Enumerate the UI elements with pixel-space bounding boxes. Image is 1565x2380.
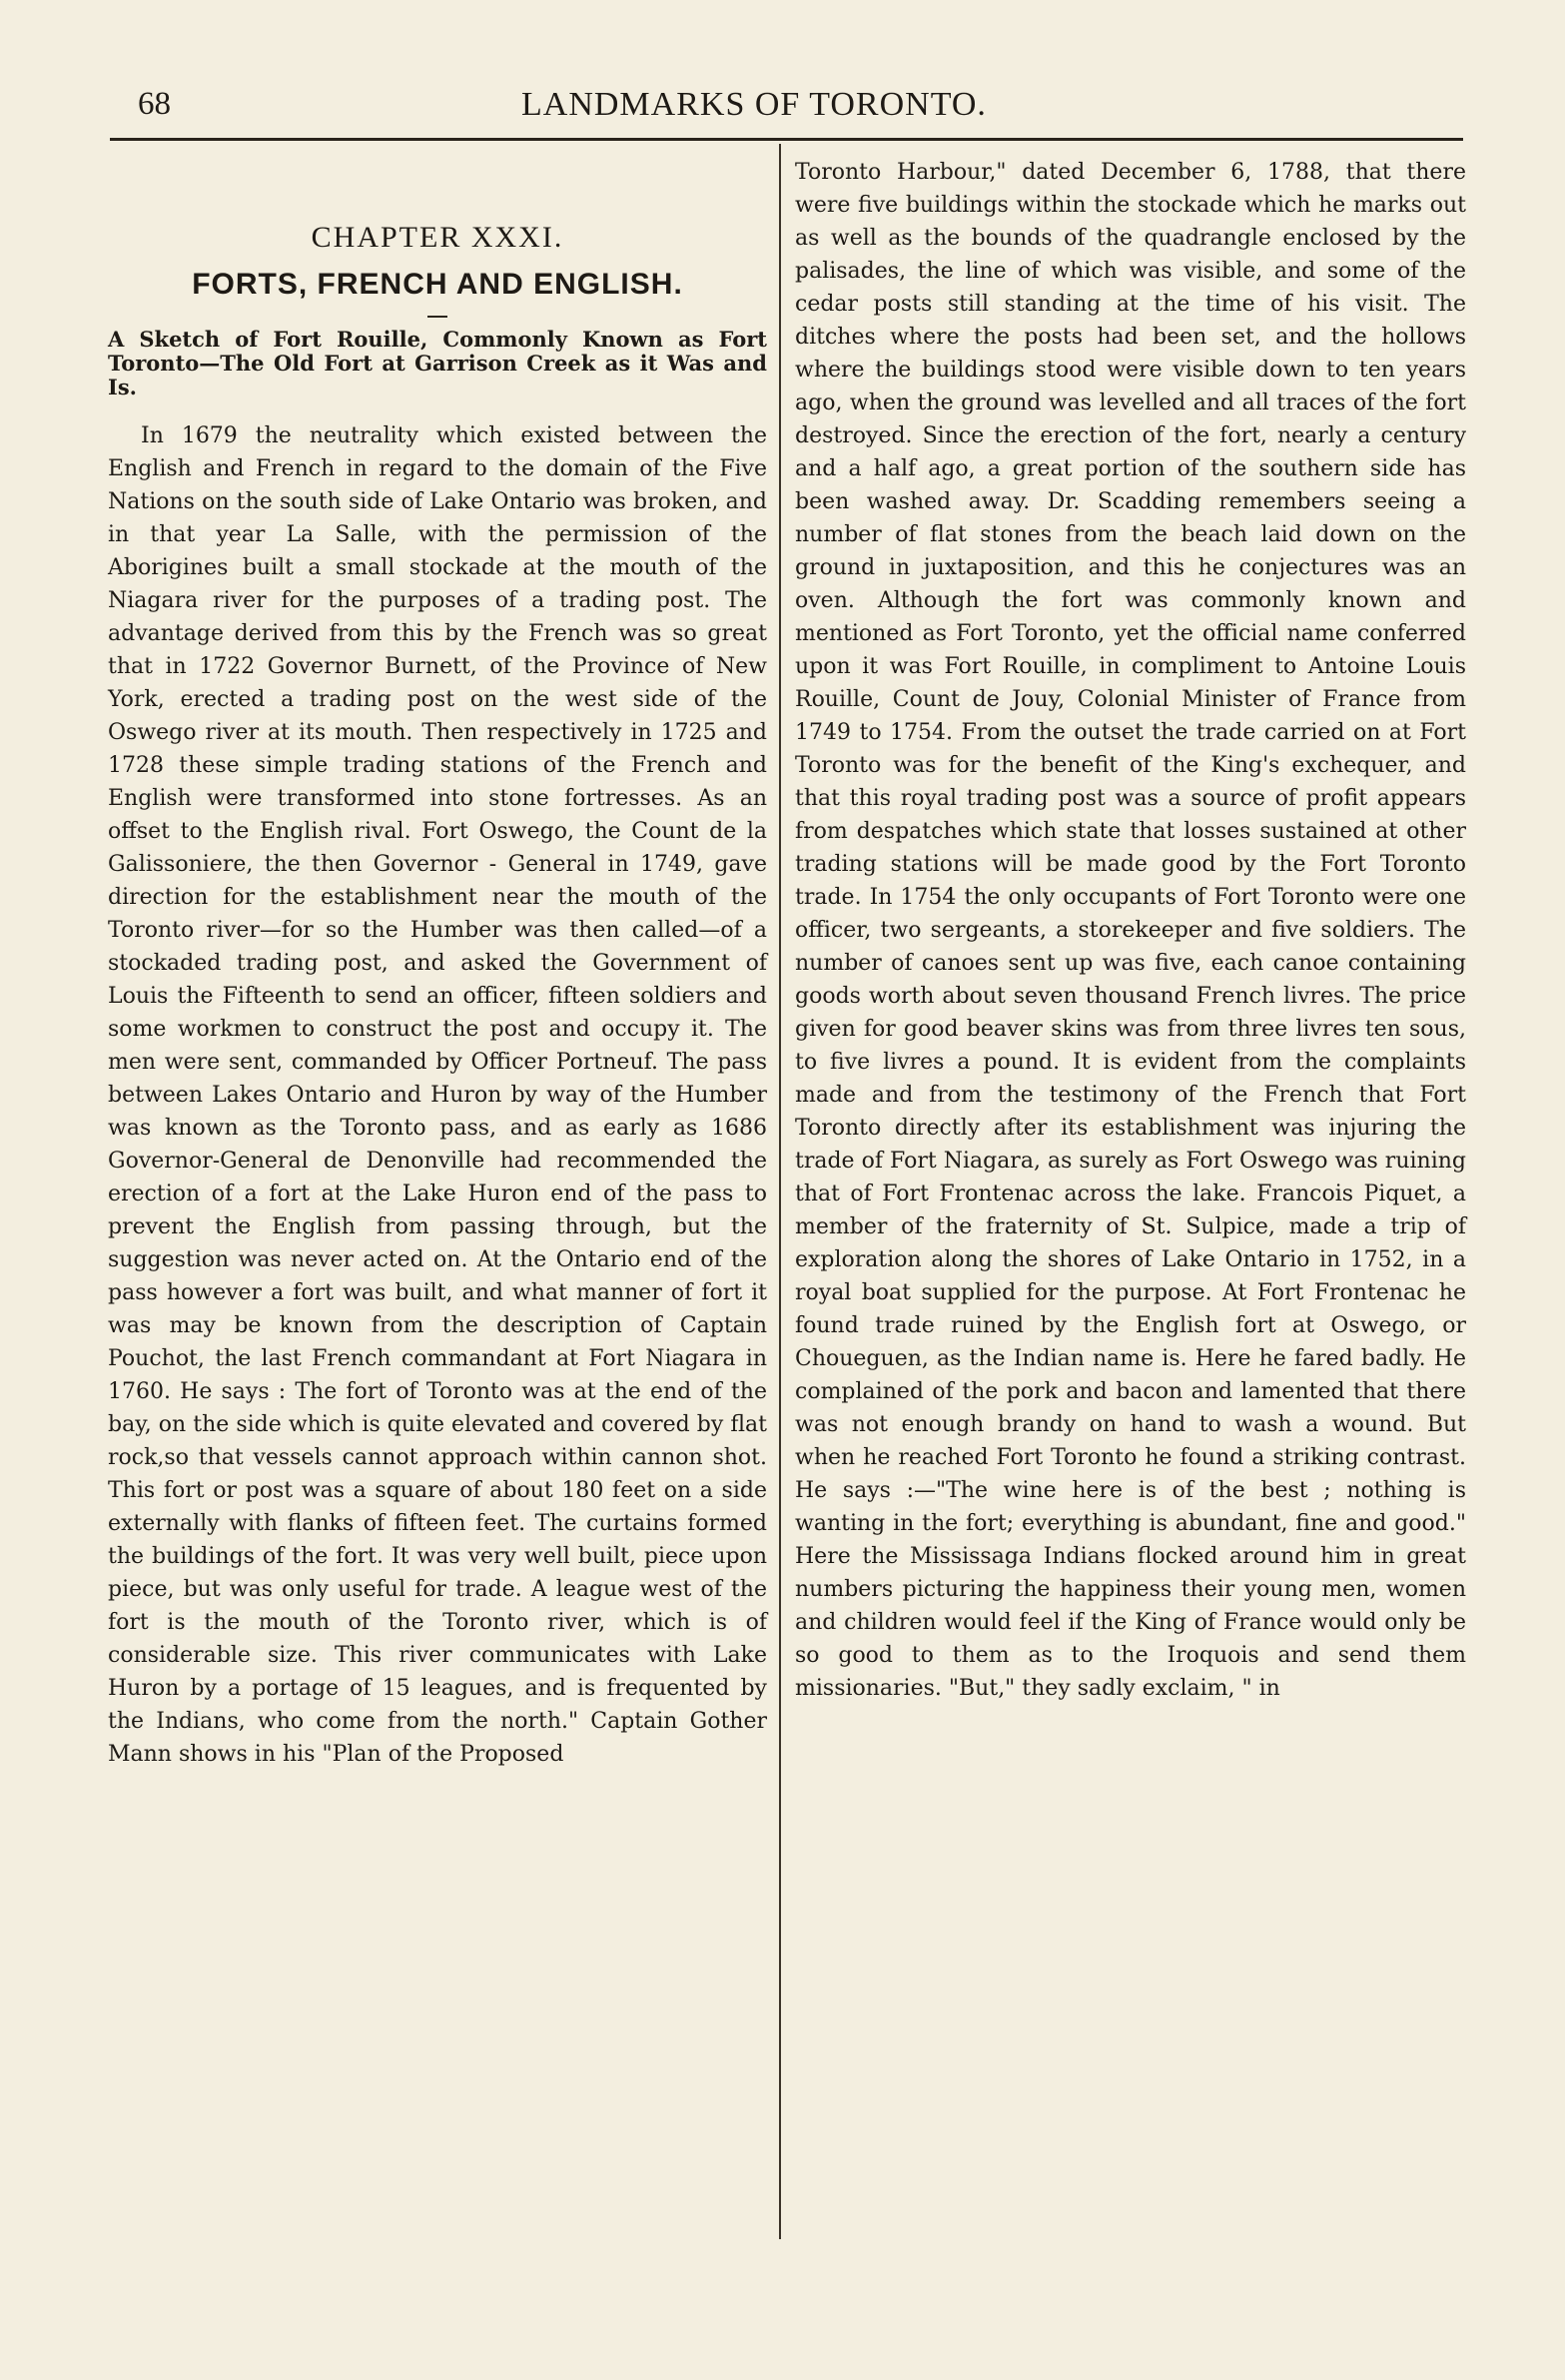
column-divider bbox=[779, 144, 781, 2239]
header-rule bbox=[110, 138, 1463, 141]
right-column-text: Toronto Harbour," dated December 6, 1788, that there were five buildings within the stockade which he marks out as well as the bounds of the quadrangle enclosed by the palisades, the line of which was visible, and some of the cedar posts still standing at the time of his visit. The ditches where the posts had been set, and the hollows where the buildings stood were visible down to ten years ago, when the ground was levelled and all traces of the fort destroyed. Since the erection of the fort, nearly a century and a half ago, a great portion of the southern side has been washed away. Dr. Scadding remembers seeing a number of flat stones from the beach laid down on the ground in juxtaposition, and this he conjectures was an oven. Although the fort was commonly known and mentioned as Fort Toronto, yet the official name conferred upon it was Fort Rouille, in compliment to Antoine Louis Rouille, Count de Jouy, Colonial Minister of France from 1749 to 1754. From the outset the trade carried on at Fort Toronto was for the benefit of the King's exchequer, and that this royal trading post was a source of profit appears from despatches which state that losses sustained at other trading stations will be made good by the Fort Toronto trade. In 1754 the only occupants of Fort Toronto were one officer, two sergeants, a storekeeper and five soldiers. The number of canoes sent up was five, each canoe containing goods worth about seven thousand French livres. The price given for good beaver skins was from three livres ten sous, to five livres a pound. It is evident from the complaints made and from the testimony of the French that Fort Toronto directly after its establishment was injuring the trade of Fort Niagara, as surely as Fort Oswego was ruining that of Fort Frontenac across the lake. Francois Piquet, a member of the fraternity of St. Sulpice, made a trip of exploration along the shores of Lake Ontario in 1752, in a royal boat supplied for the purpose. At Fort Frontenac he found trade ruined by the English fort at Oswego, or Choueguen, as the Indian name is. Here he fared badly. He complained of the pork and bacon and lamented that there was not enough brandy on hand to wash a wound. But when he reached Fort Toronto he found a striking contrast. He says :—"The wine here is of the best ; nothing is wanting in the fort; everything is abundant, fine and good." Here the Mississaga Indians flocked around him in great numbers picturing the happiness their young men, women and children would feel if the King of France would only be so good to them as to the Iroquois and send them missionaries. "But," they sadly exclaim, " in bbox=[795, 160, 1466, 1701]
left-column bbox=[108, 218, 767, 1771]
right-column bbox=[795, 156, 1466, 1705]
title-dash bbox=[427, 316, 447, 318]
page-header bbox=[112, 86, 1460, 136]
page-number: 68 bbox=[138, 86, 171, 122]
running-title: LANDMARKS OF TORONTO. bbox=[521, 86, 987, 123]
left-column-text: In 1679 the neutrality which existed between the English and French in regard to the domain of the Five Nations on the south side of Lake Ontario was broken, and in that year La Salle, with the permission of the Aborigines built a small stockade at the mouth of the Niagara river for the purposes of a trading post. The advantage derived from this by the French was so great that in 1722 Governor Burnett, of the Province of New York, erected a trading post on the west side of the Oswego river at its mouth. Then respectively in 1725 and 1728 these simple trading stations of the French and English were transformed into stone fortresses. As an offset to the English rival. Fort Oswego, the Count de la Galissoniere, the then Governor - General in 1749, gave direction for the establishment near the mouth of the Toronto river—for so the Humber was then called—of a stockaded trading post, and asked the Government of Louis the Fifteenth to send an officer, fifteen soldiers and some workmen to construct the post and occupy it. The men were sent, commanded by Officer Portneuf. The pass between Lakes Ontario and Huron by way of the Humber was known as the Toronto pass, and as early as 1686 Governor-General de Denonville had recommended the erection of a fort at the Lake Huron end of the pass to prevent the English from passing through, but the suggestion was never acted on. At the Ontario end of the pass however a fort was built, and what manner of fort it was may be known from the description of Captain Pouchot, the last French commandant at Fort Niagara in 1760. He says : The fort of Toronto was at the end of the bay, on the side which is quite elevated and covered by flat rock,so that vessels cannot approach within cannon shot. This fort or post was a square of about 180 feet on a side externally with flanks of fifteen feet. The curtains formed the buildings of the fort. It was very well built, piece upon piece, but was only useful for trade. A league west of the fort is the mouth of the Toronto river, which is of considerable size. This river communicates with Lake Huron by a portage of 15 leagues, and is frequented by the Indians, who come from the north." Captain Gother Mann shows in his "Plan of the Proposed bbox=[108, 423, 767, 1767]
chapter-title: FORTS, FRENCH AND ENGLISH. bbox=[192, 268, 683, 301]
chapter-subtitle: A Sketch of Fort Rouille, Commonly Known as Fort Toronto—The Old Fort at Garrison Creek as it Was and Is. bbox=[108, 327, 767, 399]
chapter-number: CHAPTER XXXI. bbox=[311, 221, 564, 254]
